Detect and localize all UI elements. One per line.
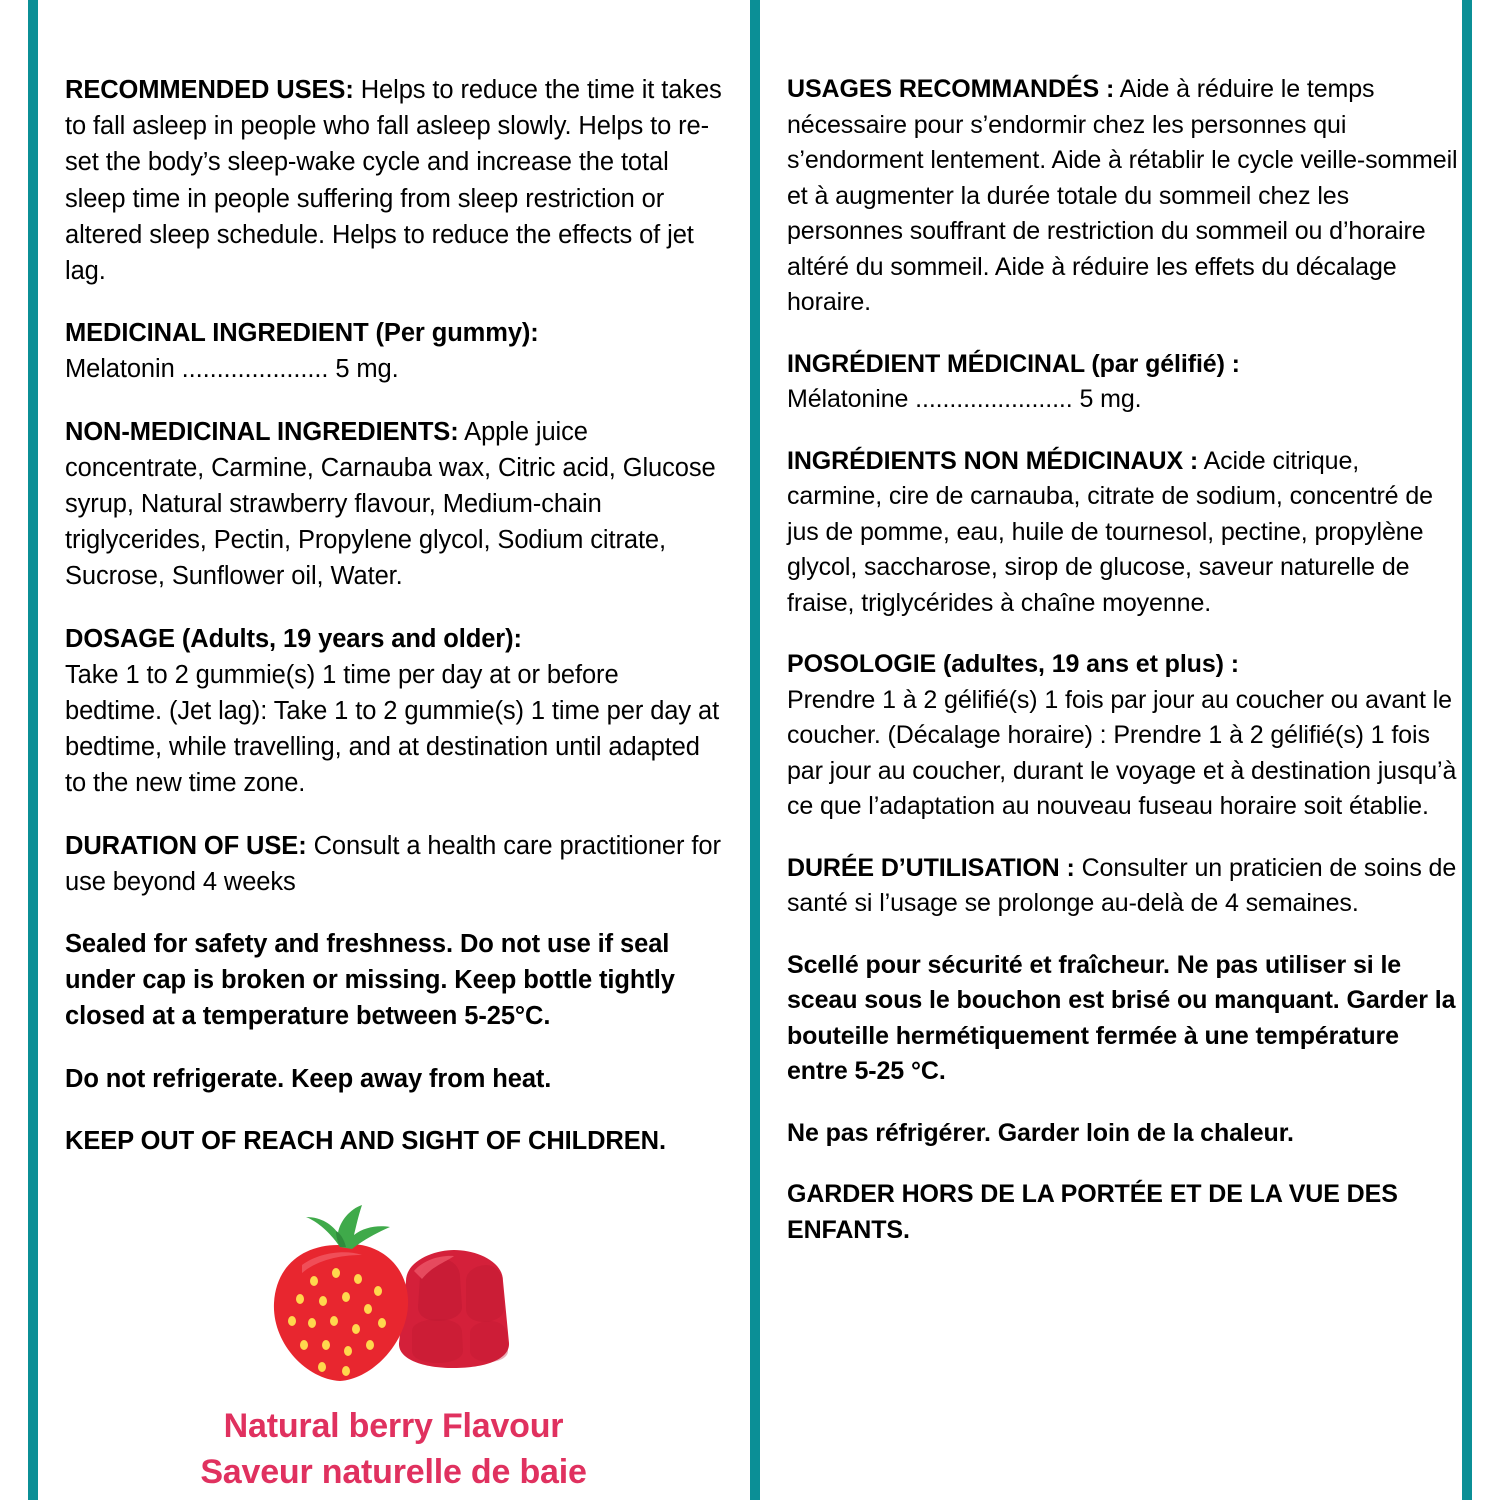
fr-refrigerate-warning: Ne pas réfrigérer. Garder loin de la chaleur. <box>787 1118 1294 1147</box>
fr-non-medicinal-body: Acide citrique, carmine, cire de carnauba, citrate de sodium, concentré de jus de pomme, eau, huile de tournesol, pectine, propylène glycol, saccharose, sirop de glucose, saveur naturelle de fraise, triglycérides à chaîne moyenne. <box>787 446 1433 617</box>
en-recommended-uses-body: Helps to reduce the time it takes to fall asleep in people who fall asleep slowly. Helps to re-set the body’s sleep-wake cycle and increase the total sleep time in people suffering from sleep restriction or altered sleep schedule. Helps to reduce the effects of jet lag. <box>65 76 722 286</box>
fr-children-warning: GARDER HORS DE LA PORTÉE ET DE LA VUE DES ENFANTS. <box>787 1180 1398 1244</box>
en-dosage <box>65 621 722 802</box>
fr-duration-heading: DURÉE D’UTILISATION : <box>787 853 1075 882</box>
en-recommended-uses-heading: RECOMMENDED USES: <box>65 76 354 104</box>
fr-recommended-uses <box>787 72 1460 321</box>
en-dosage-heading: DOSAGE (Adults, 19 years and older): <box>65 624 522 653</box>
flavour-text-en: Natural berry Flavour <box>223 1407 564 1446</box>
en-non-medicinal-body: Apple juice concentrate, Carmine, Carnauba wax, Citric acid, Glucose syrup, Natural strawberry flavour, Medium-chain triglycerides, Pectin, Propylene glycol, Sodium citrate, Sucrose, Sunflower oil, Water. <box>65 417 716 591</box>
fr-medicinal-body: Mélatonine ....................... 5 mg. <box>787 385 1142 413</box>
fr-non-medicinal-ingredients <box>787 444 1460 622</box>
en-sealed-warning: Sealed for safety and freshness. Do not use if seal under cap is broken or missing. Keep bottle tightly closed at a temperature between 5-25°C. <box>65 930 675 1031</box>
en-duration-heading: DURATION OF USE: <box>65 831 307 860</box>
en-recommended-uses <box>65 72 722 289</box>
fr-medicinal-ingredient <box>787 347 1460 418</box>
fr-dosage <box>787 647 1460 825</box>
flavour-callout <box>65 1201 722 1495</box>
fr-sealed-warning: Scellé pour sécurité et fraîcheur. Ne pas utiliser si le sceau sous le bouchon est brisé ou manquant. Garder la bouteille hermétiquement fermée à une température entre 5-25 °C. <box>787 950 1456 1085</box>
en-non-medicinal-ingredients <box>65 414 722 595</box>
fr-dosage-heading: POSOLOGIE (adultes, 19 ans et plus) : <box>787 650 1239 678</box>
fr-dosage-body: Prendre 1 à 2 gélifié(s) 1 fois par jour au coucher ou avant le coucher. (Décalage horaire) : Prendre 1 à 2 gélifié(s) 1 fois par jour au coucher, durant le voyage et à destination jusqu’à ce que l’adaptation au nouveau fuseau horaire soit établie. <box>787 685 1457 820</box>
en-medicinal-ingredient <box>65 315 722 387</box>
en-medicinal-body: Melatonin ..................... 5 mg. <box>65 355 399 384</box>
en-non-medicinal-heading: NON-MEDICINAL INGREDIENTS: <box>65 417 459 446</box>
strawberry-icon <box>266 1203 416 1383</box>
en-medicinal-heading: MEDICINAL INGREDIENT (Per gummy): <box>65 319 539 348</box>
fr-medicinal-heading: INGRÉDIENT MÉDICINAL (par gélifié) : <box>787 349 1240 378</box>
fr-duration-body: Consulter un praticien de soins de santé si l’usage se prolonge au-delà de 4 semaines. <box>787 853 1457 917</box>
fr-recommended-uses-heading: USAGES RECOMMANDÉS : <box>787 75 1115 103</box>
en-refrigerate-warning: Do not refrigerate. Keep away from heat. <box>65 1064 552 1093</box>
en-duration-body: Consult a health care practitioner for use beyond 4 weeks <box>65 831 721 896</box>
fr-non-medicinal-heading: INGRÉDIENTS NON MÉDICINAUX : <box>787 446 1199 475</box>
en-dosage-body: Take 1 to 2 gummie(s) 1 time per day at or before bedtime. (Jet lag): Take 1 to 2 gummie(s) 1 time per day at bedtime, while travelling, and at destination until adapted to the new time zone. <box>65 660 720 798</box>
flavour-text-fr: Saveur naturelle de baie <box>200 1452 587 1491</box>
french-column <box>750 0 1500 1500</box>
en-duration-of-use <box>65 828 722 900</box>
fr-duration-of-use <box>787 851 1460 922</box>
fr-recommended-uses-body: Aide à réduire le temps nécessaire pour s’endormir chez les personnes qui s’endorment lentement. Aide à rétablir le cycle veille-sommeil et à augmenter la durée totale du sommeil chez les personnes souffrant de restriction du sommeil ou d’horaire altéré du sommeil. Aide à réduire les effets du décalage horaire. <box>787 75 1458 316</box>
fruit-artwork <box>254 1201 534 1386</box>
en-children-warning: KEEP OUT OF REACH AND SIGHT OF CHILDREN. <box>65 1126 666 1155</box>
